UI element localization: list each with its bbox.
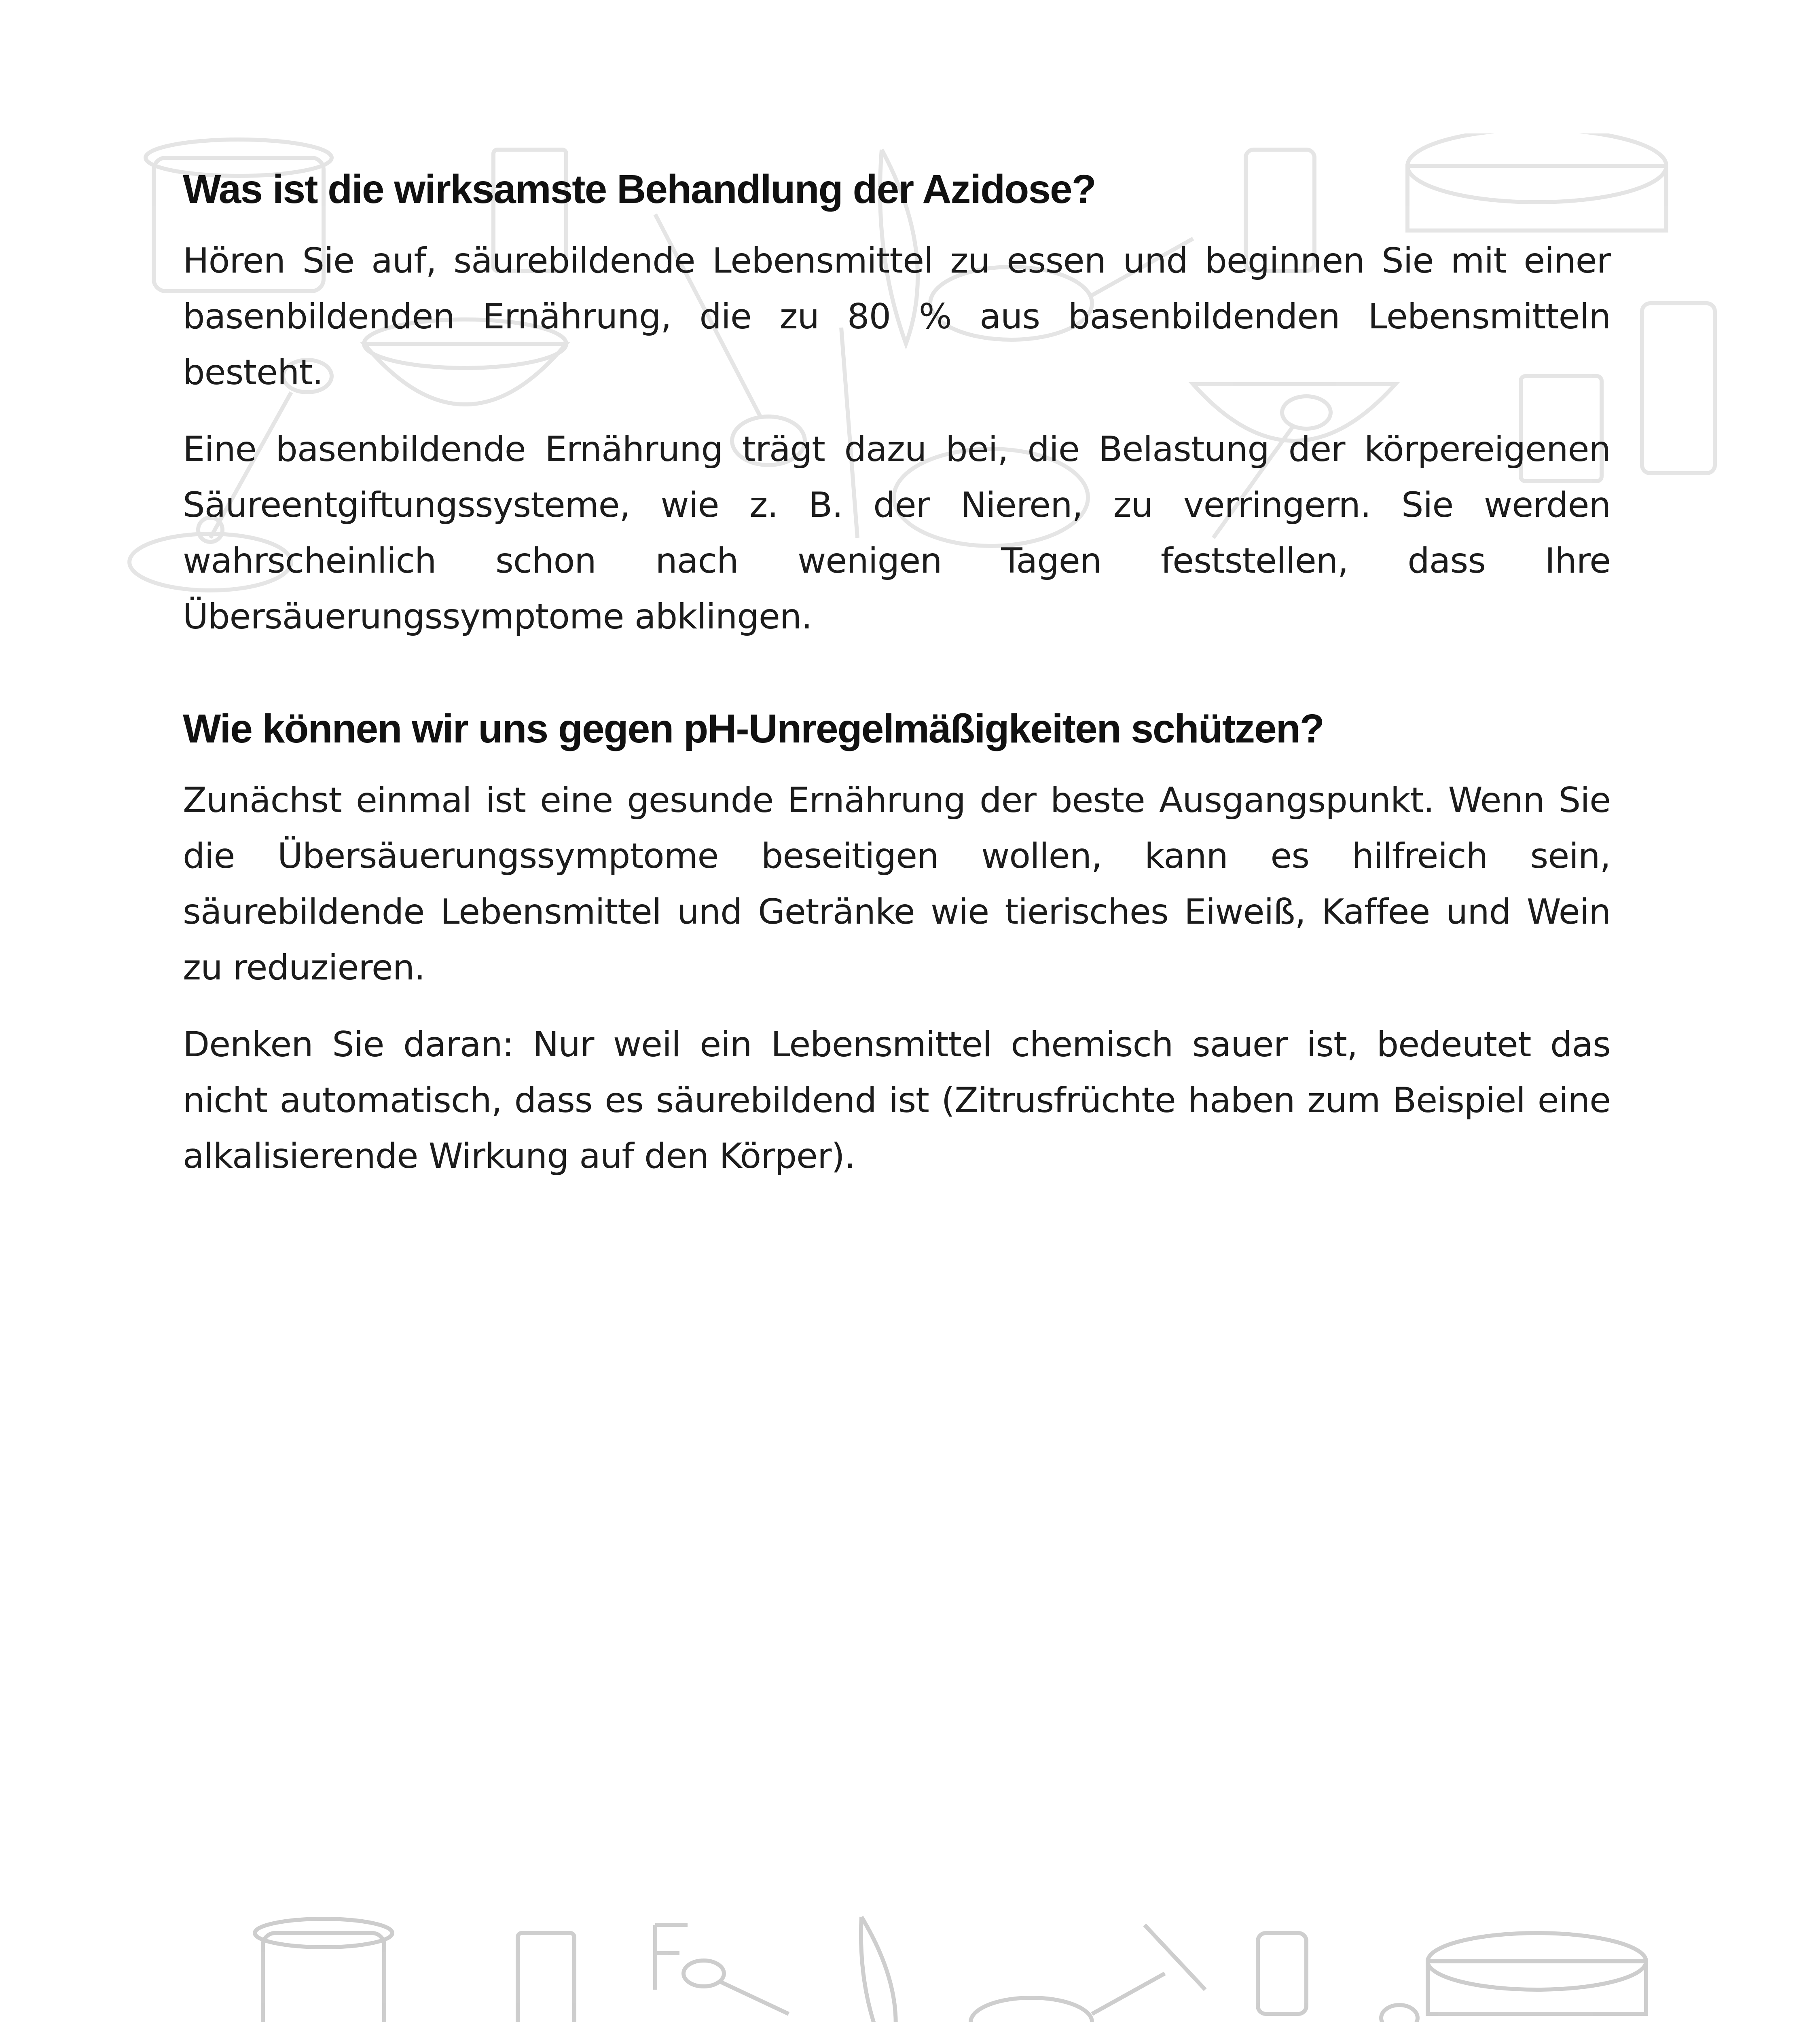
page-content: [183, 162, 1610, 1205]
paragraph: Zunächst einmal ist eine gesunde Ernährung der beste Ausgangspunkt. Wenn Sie die Übersäuerungssymptome beseitigen wollen, kann es hilfreich sein, säurebildende Lebensmittel und Getränke wie tierisches Eiweiß, Kaffee und Wein zu reduzieren.: [183, 780, 1610, 988]
kitchen-illustration-bottom: [0, 1909, 1820, 2022]
section-heading: Was ist die wirksamste Behandlung der Azidose?: [183, 167, 1096, 212]
paragraph: Hören Sie auf, säurebildende Lebensmittel zu essen und beginnen Sie mit einer basenbildenden Ernährung, die zu 80 % aus basenbildenden Lebensmitteln besteht.: [183, 241, 1610, 393]
section-ph-protection: [183, 701, 1610, 1184]
section-azidose-treatment: [183, 162, 1610, 645]
paragraph: Eine basenbildende Ernährung trägt dazu bei, die Belastung der körpereigenen Säureentgiftungssysteme, wie z. B. der Nieren, zu verringern. Sie werden wahrscheinlich schon nach wenigen Tagen feststellen, dass Ihre Übersäuerungssymptome abklingen.: [183, 429, 1610, 637]
paragraph: Denken Sie daran: Nur weil ein Lebensmittel chemisch sauer ist, bedeutet das nicht automatisch, dass es säurebildend ist (Zitrusfrüchte haben zum Beispiel eine alkalisierende Wirkung auf den Körper).: [183, 1024, 1610, 1176]
section-heading: Wie können wir uns gegen pH-Unregelmäßigkeiten schützen?: [183, 706, 1324, 751]
